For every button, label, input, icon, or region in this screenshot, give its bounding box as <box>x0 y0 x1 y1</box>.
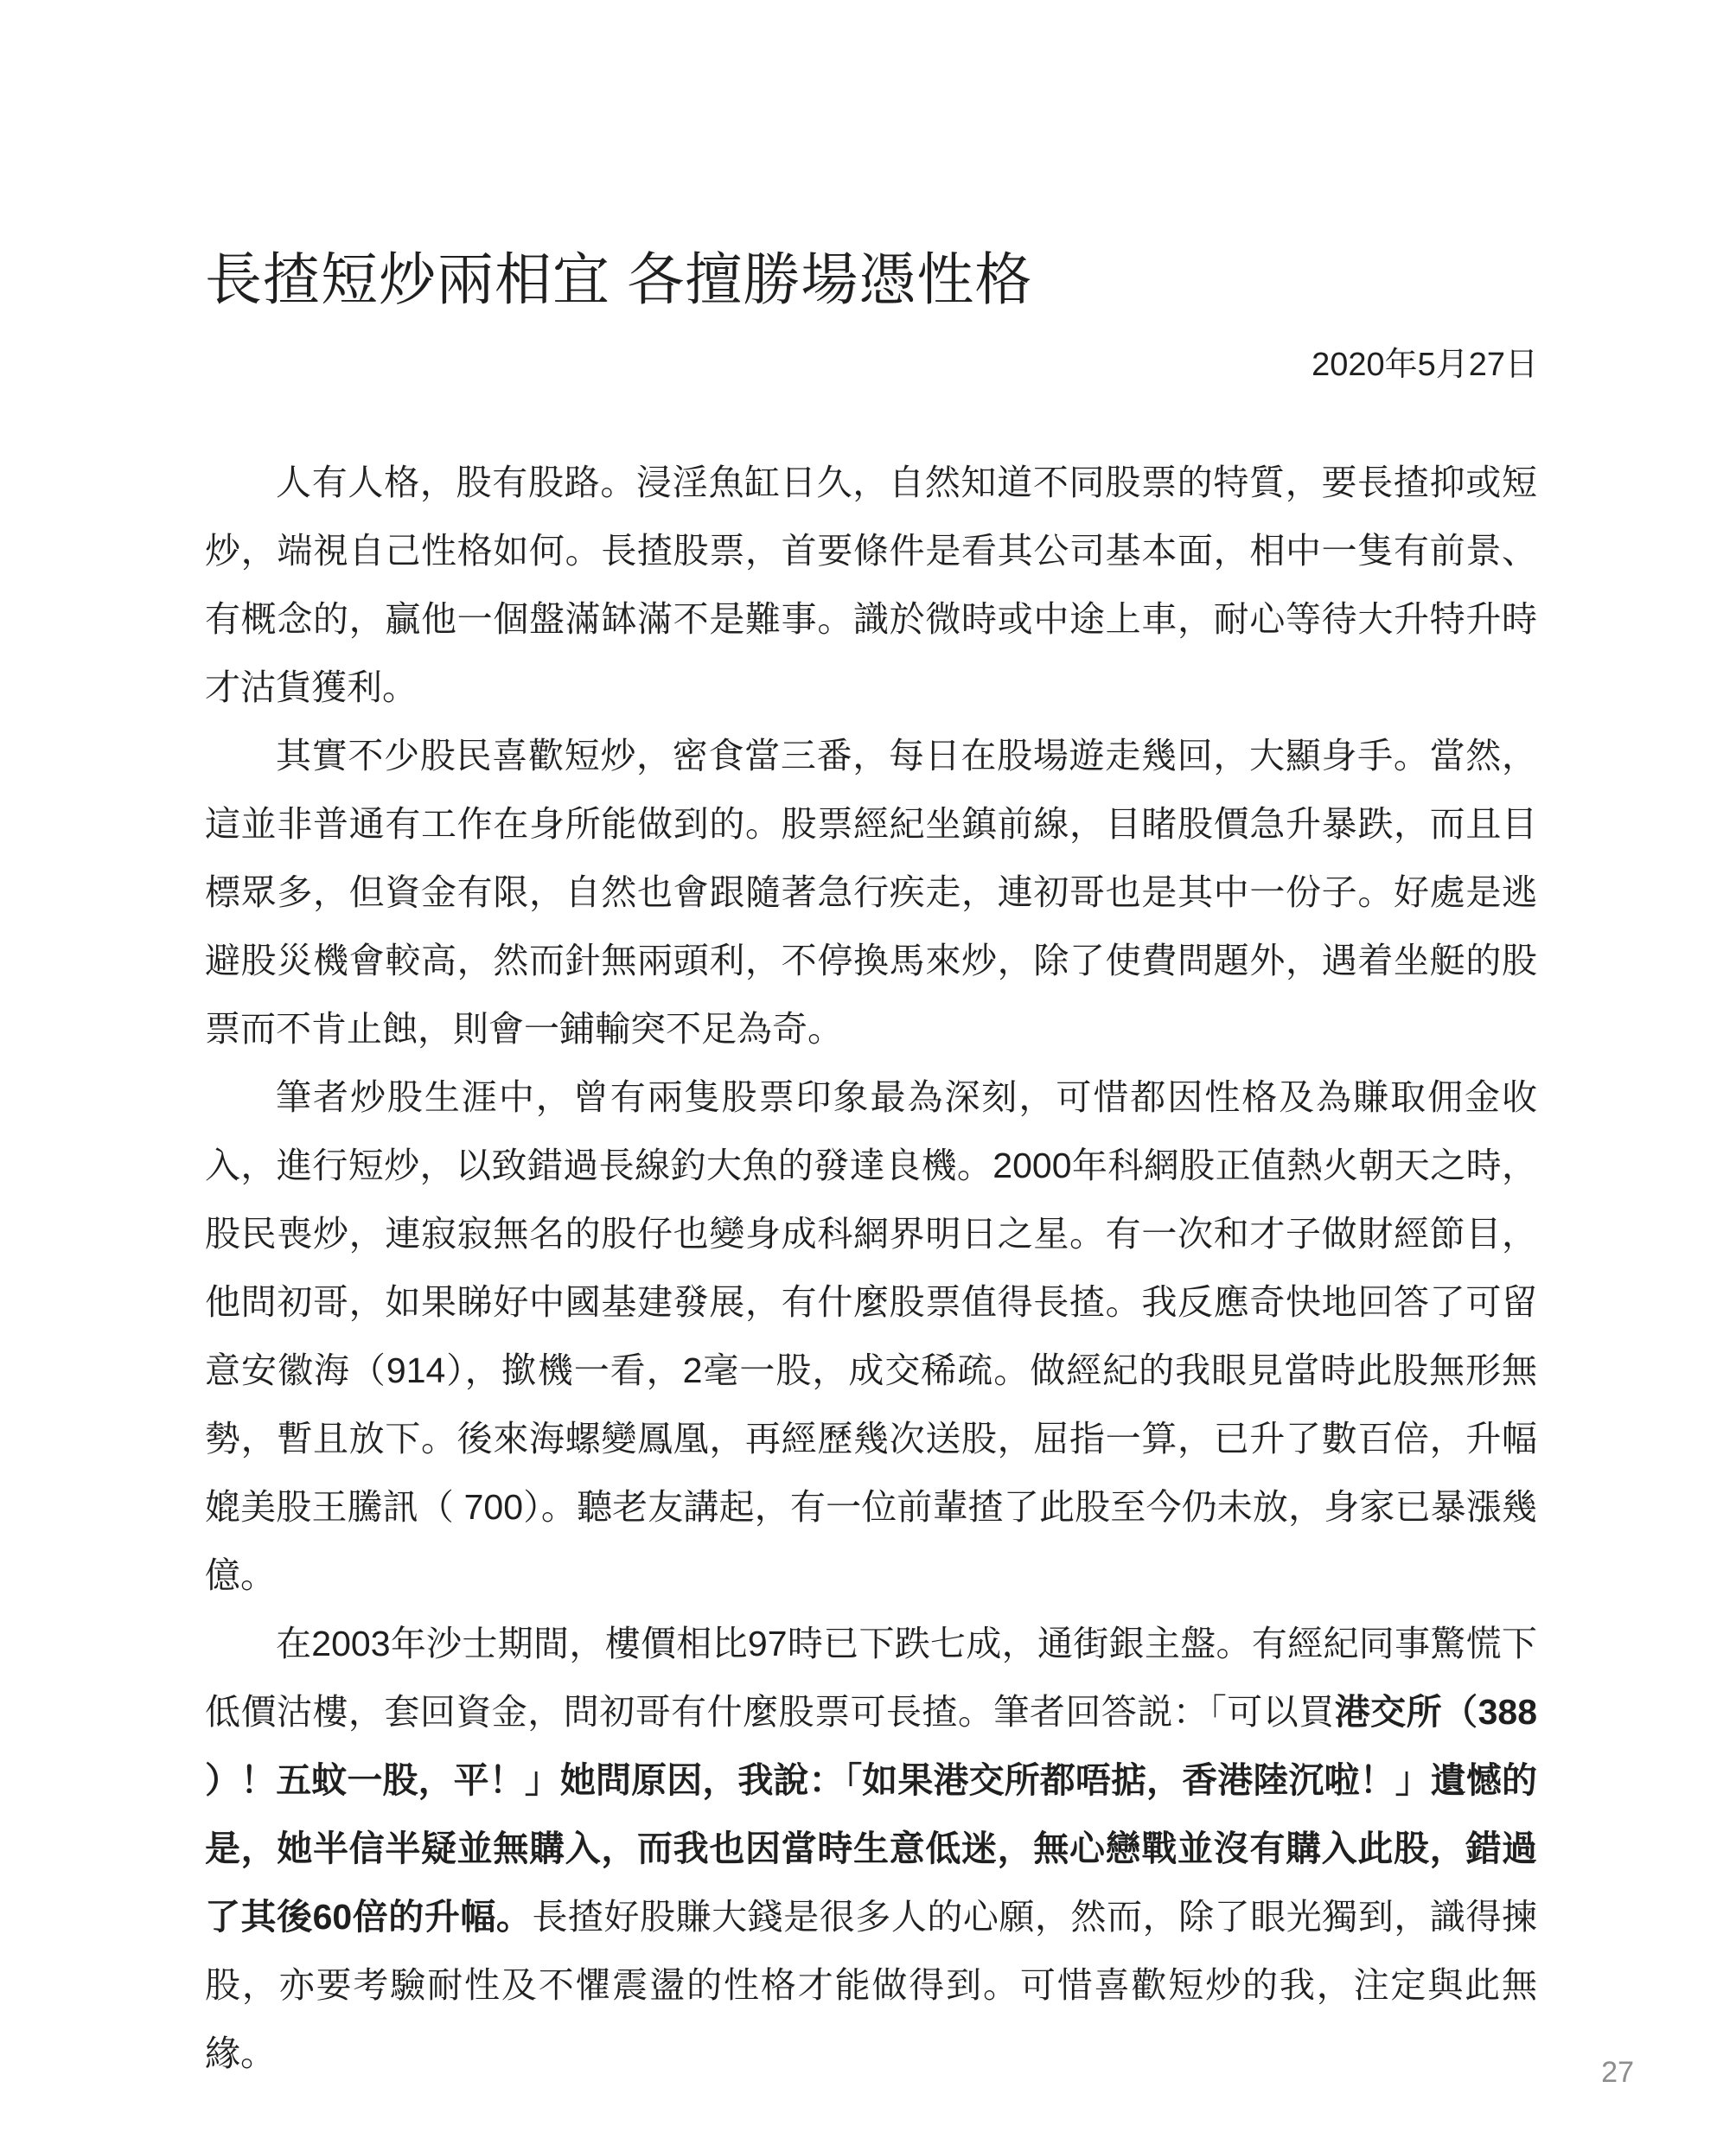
paragraph-2: 其實不少股民喜歡短炒，密食當三番，每日在股場遊走幾回，大顯身手。當然，這並非普通有工作在身所能做到的。股票經紀坐鎮前線，目睹股價急升暴跌，而且目標眾多，但資金有限，自然也會跟隨著急行疾走，連初哥也是其中一份子。好處是逃避股災機會較高，然而針無兩頭利，不停換馬來炒，除了使費問題外，遇着坐艇的股票而不肯止蝕，則會一鋪輸突不足為奇。 <box>205 736 1537 1049</box>
page-number: 27 <box>1601 2056 1634 2089</box>
article-title: 長揸短炒兩相宜 各擅勝場憑性格 <box>205 247 1033 311</box>
paragraph-1: 人有人格，股有股路。浸淫魚缸日久，自然知道不同股票的特質，要長揸抑或短炒，端視自己性格如何。長揸股票，首要條件是看其公司基本面，相中一隻有前景、有概念的，贏他一個盤滿缽滿不是難事。識於微時或中途上車，耐心等待大升特升時才沽貨獲利。 <box>205 463 1537 707</box>
article-body <box>205 449 1537 2088</box>
paragraph-4-regular-lead: 在2003年沙士期間，樓價相比97時已下跌七成，通街銀主盤。有經紀同事驚慌下低價沽樓，套回資金，問初哥有什麼股票可長揸。筆者回答説：「可以買 <box>205 1624 1537 1732</box>
paragraph-4-bold-emphasis: 港交所（388 ）！五蚊一股，平！」她問原因，我說：「如果港交所都唔掂，香港陸沉啦！」遺憾的是，她半信半疑並無購入，而我也因當時生意低迷，無心戀戰並沒有購入此股，錯過了其後60倍的升幅。 <box>205 1692 1537 1937</box>
article-date: 2020年5月27日 <box>1312 347 1538 383</box>
paragraph-4-regular-tail: 長揸好股賺大錢是很多人的心願，然而，除了眼光獨到，識得揀股，亦要考驗耐性及不懼震盪的性格才能做得到。可惜喜歡短炒的我，注定與此無緣。 <box>205 1897 1537 2073</box>
paragraph-3: 筆者炒股生涯中，曾有兩隻股票印象最為深刻，可惜都因性格及為賺取佣金收入，進行短炒，以致錯過長線釣大魚的發達良機。2000年科網股正值熱火朝天之時，股民喪炒，連寂寂無名的股仔也變身成科網界明日之星。有一次和才子做財經節目，他問初哥，如果睇好中國基建發展，有什麼股票值得長揸。我反應奇快地回答了可留意安徽海（914），撳機一看，2毫一股，成交稀疏。做經紀的我眼見當時此股無形無勢，暫且放下。後來海螺變鳳凰，再經歷幾次送股，屈指一算，已升了數百倍，升幅媲美股王騰訊（ 700）。聽老友講起，有一位前輩揸了此股至今仍未放，身家已暴漲幾億。 <box>205 1077 1537 1595</box>
paragraph-4 <box>205 1610 1537 2088</box>
